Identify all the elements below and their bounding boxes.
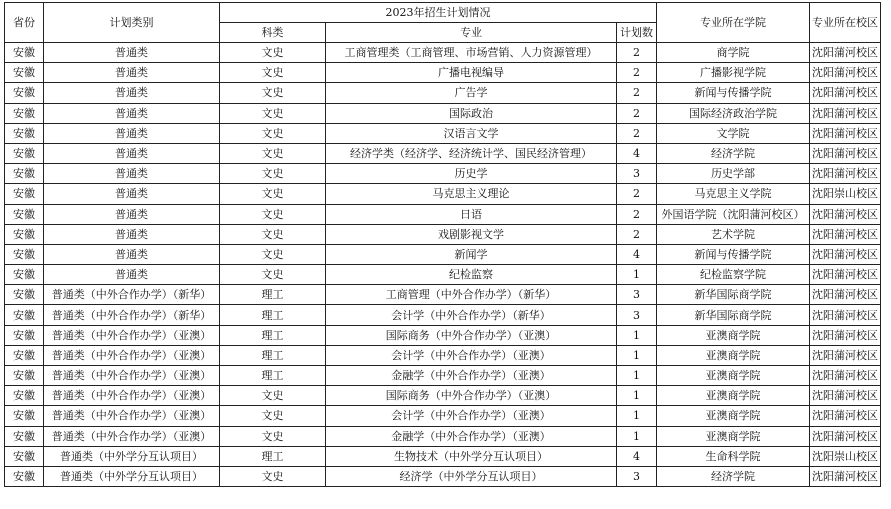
cell-plan-count: 3 [617,466,657,486]
cell-subject: 文史 [220,164,326,184]
cell-subject: 文史 [220,143,326,163]
cell-campus: 沈阳蒲河校区 [810,143,881,163]
cell-major: 金融学（中外合作办学）（亚澳） [326,426,617,446]
table-row [5,406,881,426]
table-row [5,123,881,143]
cell-major: 金融学（中外合作办学）（亚澳） [326,366,617,386]
table-row [5,285,881,305]
cell-plan-count: 2 [617,83,657,103]
table-row [5,103,881,123]
cell-province: 安徽 [5,265,44,285]
cell-college: 经济学院 [657,466,810,486]
cell-major: 历史学 [326,164,617,184]
enrollment-plan-table-container [4,2,881,487]
cell-major: 会计学（中外合作办学）（亚澳） [326,345,617,365]
cell-college: 历史学部 [657,164,810,184]
cell-province: 安徽 [5,143,44,163]
cell-subject: 文史 [220,43,326,63]
cell-campus: 沈阳蒲河校区 [810,345,881,365]
cell-subject: 文史 [220,83,326,103]
cell-plan-count: 3 [617,164,657,184]
table-row [5,386,881,406]
cell-college: 新闻与传播学院 [657,83,810,103]
cell-province: 安徽 [5,63,44,83]
cell-province: 安徽 [5,43,44,63]
cell-province: 安徽 [5,466,44,486]
cell-major: 国际政治 [326,103,617,123]
cell-subject: 文史 [220,466,326,486]
table-header [5,3,881,43]
cell-plan-category: 普通类 [44,244,220,264]
header-plan-category: 计划类别 [44,3,220,43]
cell-plan-category: 普通类 [44,224,220,244]
header-major: 专业 [326,23,617,43]
table-row [5,244,881,264]
cell-campus: 沈阳蒲河校区 [810,244,881,264]
cell-campus: 沈阳蒲河校区 [810,406,881,426]
cell-campus: 沈阳蒲河校区 [810,63,881,83]
cell-plan-count: 2 [617,224,657,244]
cell-campus: 沈阳蒲河校区 [810,164,881,184]
cell-major: 国际商务（中外合作办学）（亚澳） [326,325,617,345]
cell-major: 工商管理类（工商管理、市场营销、人力资源管理） [326,43,617,63]
cell-plan-count: 1 [617,406,657,426]
cell-subject: 文史 [220,406,326,426]
cell-province: 安徽 [5,305,44,325]
cell-campus: 沈阳崇山校区 [810,446,881,466]
cell-province: 安徽 [5,184,44,204]
cell-plan-count: 1 [617,345,657,365]
cell-college: 广播影视学院 [657,63,810,83]
cell-plan-count: 4 [617,244,657,264]
cell-province: 安徽 [5,244,44,264]
cell-subject: 文史 [220,184,326,204]
cell-subject: 文史 [220,204,326,224]
cell-plan-category: 普通类（中外学分互认项目） [44,466,220,486]
cell-subject: 理工 [220,285,326,305]
table-row [5,43,881,63]
cell-college: 纪检监察学院 [657,265,810,285]
cell-plan-count: 2 [617,184,657,204]
cell-plan-category: 普通类（中外学分互认项目） [44,446,220,466]
cell-major: 经济学类（经济学、经济统计学、国民经济管理） [326,143,617,163]
cell-college: 新华国际商学院 [657,305,810,325]
table-row [5,143,881,163]
header-subject: 科类 [220,23,326,43]
cell-plan-category: 普通类（中外合作办学）（新华） [44,285,220,305]
cell-province: 安徽 [5,123,44,143]
cell-college: 商学院 [657,43,810,63]
cell-college: 亚澳商学院 [657,426,810,446]
cell-subject: 文史 [220,224,326,244]
cell-college: 亚澳商学院 [657,386,810,406]
cell-major: 会计学（中外合作办学）（亚澳） [326,406,617,426]
cell-college: 外国语学院（沈阳蒲河校区） [657,204,810,224]
table-row [5,366,881,386]
cell-plan-count: 1 [617,265,657,285]
cell-province: 安徽 [5,164,44,184]
cell-plan-category: 普通类（中外合作办学）（亚澳） [44,345,220,365]
cell-province: 安徽 [5,406,44,426]
cell-campus: 沈阳蒲河校区 [810,386,881,406]
table-row [5,204,881,224]
cell-plan-category: 普通类（中外合作办学）（亚澳） [44,366,220,386]
cell-major: 生物技术（中外学分互认项目） [326,446,617,466]
cell-plan-count: 3 [617,285,657,305]
table-row [5,83,881,103]
cell-plan-category: 普通类 [44,164,220,184]
table-row [5,305,881,325]
enrollment-plan-table [4,2,881,487]
cell-college: 亚澳商学院 [657,345,810,365]
header-province: 省份 [5,3,44,43]
cell-college: 新闻与传播学院 [657,244,810,264]
cell-campus: 沈阳蒲河校区 [810,426,881,446]
cell-plan-count: 3 [617,305,657,325]
cell-subject: 理工 [220,325,326,345]
cell-plan-category: 普通类（中外合作办学）（亚澳） [44,325,220,345]
cell-plan-count: 2 [617,103,657,123]
cell-college: 亚澳商学院 [657,406,810,426]
cell-province: 安徽 [5,366,44,386]
cell-major: 国际商务（中外合作办学）（亚澳） [326,386,617,406]
cell-plan-category: 普通类（中外合作办学）（亚澳） [44,386,220,406]
cell-campus: 沈阳蒲河校区 [810,305,881,325]
cell-campus: 沈阳蒲河校区 [810,285,881,305]
cell-plan-count: 4 [617,143,657,163]
cell-campus: 沈阳蒲河校区 [810,83,881,103]
cell-campus: 沈阳蒲河校区 [810,123,881,143]
table-row [5,325,881,345]
cell-province: 安徽 [5,204,44,224]
cell-college: 亚澳商学院 [657,366,810,386]
cell-plan-category: 普通类 [44,204,220,224]
cell-province: 安徽 [5,426,44,446]
cell-province: 安徽 [5,83,44,103]
cell-plan-count: 4 [617,446,657,466]
cell-major: 会计学（中外合作办学）（新华） [326,305,617,325]
cell-plan-category: 普通类 [44,143,220,163]
cell-subject: 文史 [220,265,326,285]
cell-major: 日语 [326,204,617,224]
header-plan-group-title: 2023年招生计划情况 [220,3,657,23]
table-row [5,164,881,184]
cell-major: 汉语言文学 [326,123,617,143]
table-row [5,184,881,204]
cell-plan-count: 2 [617,63,657,83]
cell-college: 新华国际商学院 [657,285,810,305]
cell-plan-category: 普通类（中外合作办学）（亚澳） [44,406,220,426]
cell-plan-count: 1 [617,386,657,406]
cell-plan-count: 1 [617,325,657,345]
cell-campus: 沈阳蒲河校区 [810,325,881,345]
table-row [5,446,881,466]
cell-plan-category: 普通类 [44,265,220,285]
cell-college: 亚澳商学院 [657,325,810,345]
cell-college: 经济学院 [657,143,810,163]
cell-campus: 沈阳蒲河校区 [810,366,881,386]
table-row [5,265,881,285]
cell-subject: 理工 [220,446,326,466]
cell-plan-category: 普通类 [44,123,220,143]
cell-college: 文学院 [657,123,810,143]
cell-plan-count: 1 [617,366,657,386]
cell-province: 安徽 [5,103,44,123]
cell-major: 纪检监察 [326,265,617,285]
header-college: 专业所在学院 [657,3,810,43]
cell-college: 艺术学院 [657,224,810,244]
cell-college: 生命科学院 [657,446,810,466]
cell-province: 安徽 [5,446,44,466]
cell-college: 马克思主义学院 [657,184,810,204]
table-body [5,43,881,487]
cell-subject: 理工 [220,345,326,365]
cell-college: 国际经济政治学院 [657,103,810,123]
cell-campus: 沈阳崇山校区 [810,184,881,204]
table-row [5,63,881,83]
cell-campus: 沈阳蒲河校区 [810,224,881,244]
cell-subject: 文史 [220,123,326,143]
cell-plan-category: 普通类 [44,63,220,83]
cell-subject: 文史 [220,426,326,446]
cell-plan-category: 普通类 [44,184,220,204]
cell-plan-category: 普通类（中外合作办学）（亚澳） [44,426,220,446]
cell-major: 马克思主义理论 [326,184,617,204]
cell-plan-count: 2 [617,204,657,224]
cell-campus: 沈阳蒲河校区 [810,103,881,123]
header-plan-count: 计划数 [617,23,657,43]
cell-subject: 文史 [220,386,326,406]
cell-plan-count: 2 [617,123,657,143]
table-row [5,345,881,365]
cell-plan-count: 1 [617,426,657,446]
cell-plan-category: 普通类 [44,83,220,103]
cell-campus: 沈阳蒲河校区 [810,265,881,285]
cell-province: 安徽 [5,285,44,305]
cell-major: 经济学（中外学分互认项目） [326,466,617,486]
cell-plan-category: 普通类 [44,43,220,63]
cell-subject: 文史 [220,63,326,83]
cell-subject: 文史 [220,244,326,264]
cell-major: 新闻学 [326,244,617,264]
cell-major: 工商管理（中外合作办学）（新华） [326,285,617,305]
header-campus: 专业所在校区 [810,3,881,43]
table-row [5,426,881,446]
cell-major: 广告学 [326,83,617,103]
cell-campus: 沈阳蒲河校区 [810,204,881,224]
cell-campus: 沈阳蒲河校区 [810,43,881,63]
cell-plan-category: 普通类（中外合作办学）（新华） [44,305,220,325]
table-row [5,466,881,486]
cell-province: 安徽 [5,325,44,345]
cell-plan-count: 2 [617,43,657,63]
cell-subject: 理工 [220,366,326,386]
cell-major: 广播电视编导 [326,63,617,83]
cell-subject: 理工 [220,305,326,325]
cell-campus: 沈阳蒲河校区 [810,466,881,486]
cell-province: 安徽 [5,386,44,406]
cell-province: 安徽 [5,345,44,365]
cell-major: 戏剧影视文学 [326,224,617,244]
table-row [5,224,881,244]
cell-plan-category: 普通类 [44,103,220,123]
cell-subject: 文史 [220,103,326,123]
cell-province: 安徽 [5,224,44,244]
